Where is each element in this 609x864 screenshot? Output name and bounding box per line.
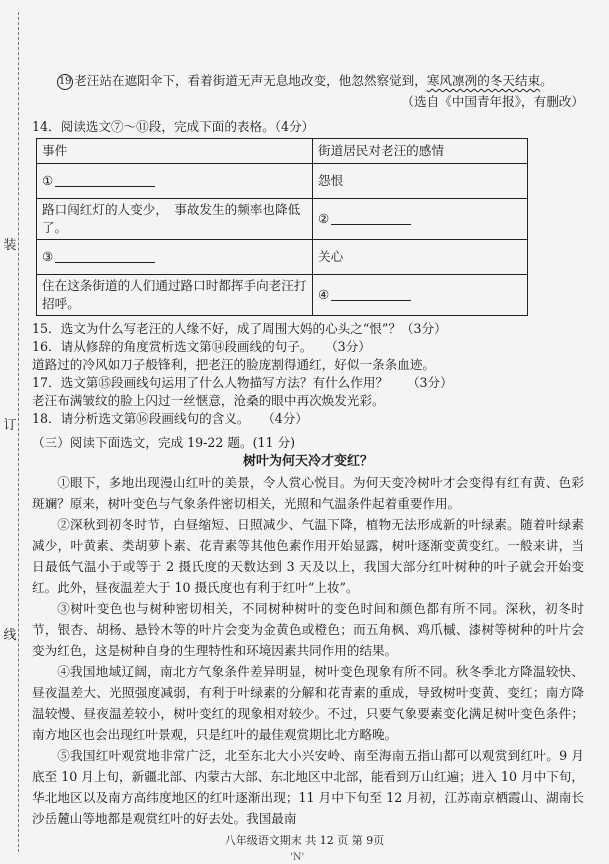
paragraph-text: 我国地域辽阔，南北方气象条件差异明显，树叶变色现象有所不同。秋冬季北方降温较快、昼夜温差大、光照强度减弱，有利于叶绿素的分解和花青素的重成，导致树叶变黄、变红；南方降温较慢、昼夜温差较小，树叶变红的现象相对较少。不过，只要气象要素变化满足树叶变色条件；南方地区也会出现红叶景观，只是红叶的最佳观赏期比北方略晚。 [32,664,585,742]
table-cell-feeling [313,275,528,316]
paragraph-number: ⑤ [57,748,71,763]
paragraph-number: 19 [57,74,73,90]
answer-blank[interactable] [55,249,155,263]
question-16: 16．请从修辞的角度赏析选文第⑭段画线的句子。 （3分） [32,339,371,354]
paragraph-number: ③ [57,601,71,616]
question-14-table [36,138,528,316]
article-paragraph-2 [32,514,584,598]
answer-blank[interactable] [331,211,411,225]
passage-paragraph-19 [32,70,584,91]
table-cell-feeling [313,199,528,240]
question-18: 18．请分析选文第⑯段画线句的含义。 （4分） [32,411,308,426]
answer-blank[interactable] [55,173,155,187]
paragraph-text: 我国红叶观赏地非常广泛，北至东北大小兴安岭、南至海南五指山都可以观赏到红叶。9 月底至 10 月上旬，新疆北部、内蒙古大部、东北地区中北部，能看到万山红遍；进入 10 月中下旬，华北地区以及南方高纬度地区的红叶逐渐出现；11 月中下旬至 12 月初，江苏南京栖霞山、湖南长沙岳麓山等地都是观赏红叶的好去处。我国最南 [32,748,584,826]
paragraph-end-punct: 。 [540,73,553,88]
table-header-event: 事件 [37,139,313,164]
blank-number: ③ [42,249,54,264]
table-row [37,199,528,240]
question-17-quote: 老汪布满皱纹的脸上闪过一丝惬意，沧桑的眼中再次焕发光彩。 [32,393,385,408]
article-paragraph-4 [32,661,584,745]
table-cell-event: 住在这条街道的人们通过路口时都挥手向老汪打招呼。 [37,275,313,316]
section-3-heading: （三）阅读下面选文，完成 19-22 题。(11 分) [32,435,296,450]
underlined-phrase: 寒风凛冽的冬天结束 [426,73,541,88]
table-header-feeling: 街道居民对老汪的感情 [313,139,528,164]
blank-number: ① [42,173,54,188]
paragraph-number: ② [57,517,71,532]
table-row [37,240,528,275]
article-paragraph-5 [32,745,584,829]
table-cell-event [37,164,313,199]
blank-number: ② [318,211,330,226]
paragraph-text: 老汪站在遮阳伞下，看着街道无声无息地改变，他忽然察觉到， [74,73,427,88]
paragraph-text: 眼下，多地出现漫山红叶的美景，令人赏心悦目。为何天变冷树叶才会变得有红有黄、色彩斑斓？原来，树叶变色与气象条件密切相关，光照和气温条件起着重要作用。 [32,475,585,511]
article-paragraph-1 [32,472,584,514]
question-14-prompt: 14．阅读选文⑦～⑪段，完成下面的表格。（4分） [32,119,315,134]
binding-mark-zhuang: 装 [2,234,18,253]
question-16-quote: 道路过的冷风如刀子般锋利，把老汪的脸庞割得通红，好似一条条血迹。 [32,357,435,372]
bottom-mark: 'N' [290,852,305,863]
paragraph-number: ① [57,475,71,490]
question-15: 15．选文为什么写老汪的人缘不好，成了周围大妈的心头之“恨”？（3分） [32,321,447,336]
table-cell-feeling: 怨恨 [313,164,528,199]
binding-margin [4,12,19,852]
binding-mark-ding: 订 [2,414,18,433]
paragraph-number: ④ [57,664,71,679]
binding-mark-xian: 线 [2,624,18,643]
paragraph-text: 树叶变色也与树种密切相关，不同树种树叶的变色时间和颜色都有所不同。深秋，初冬时节，银杏、胡杨、悬铃木等的叶片会变为金黄色或橙色；而五角枫、鸡爪槭、漆树等树种的叶片会变为红色，这是树种自身的生理特性和环境因素共同作用的结果。 [32,601,585,658]
answer-blank[interactable] [331,287,411,301]
page-footer: 八年级语文期末 共 12 页 第 9页 [224,834,385,847]
paragraph-text: 深秋到初冬时节，白昼缩短、日照减少、气温下降，植物无法形成新的叶绿素。随着叶绿素减少，叶黄素、类胡萝卜素、花青素等其他色素作用开始显露，树叶逐渐变黄变红。一般来讲，当日最低气温小于或等于 2 摄氏度的天数达到 3 天及以上，我国大部分红叶树种的叶子就会开始变红。此外，昼夜温差大于 10 摄氏度也有利于红叶“上妆”。 [32,517,585,595]
passage-source: （选自《中国青年报》，有删改） [401,94,584,109]
question-17: 17．选文第⑮段画线句运用了什么人物描写方法？有什么作用？ （3分） [32,375,453,390]
table-cell-event [37,240,313,275]
page-content [32,70,584,829]
table-row [37,164,528,199]
table-cell-feeling: 关心 [313,240,528,275]
blank-number: ④ [318,287,330,302]
article-paragraph-3 [32,598,584,661]
table-row [37,275,528,316]
article-title: 树叶为何天冷才变红？ [242,454,373,469]
table-cell-event: 路口闯红灯的人变少， 事故发生的频率也降低了。 [37,199,313,240]
table-header-row [37,139,528,164]
